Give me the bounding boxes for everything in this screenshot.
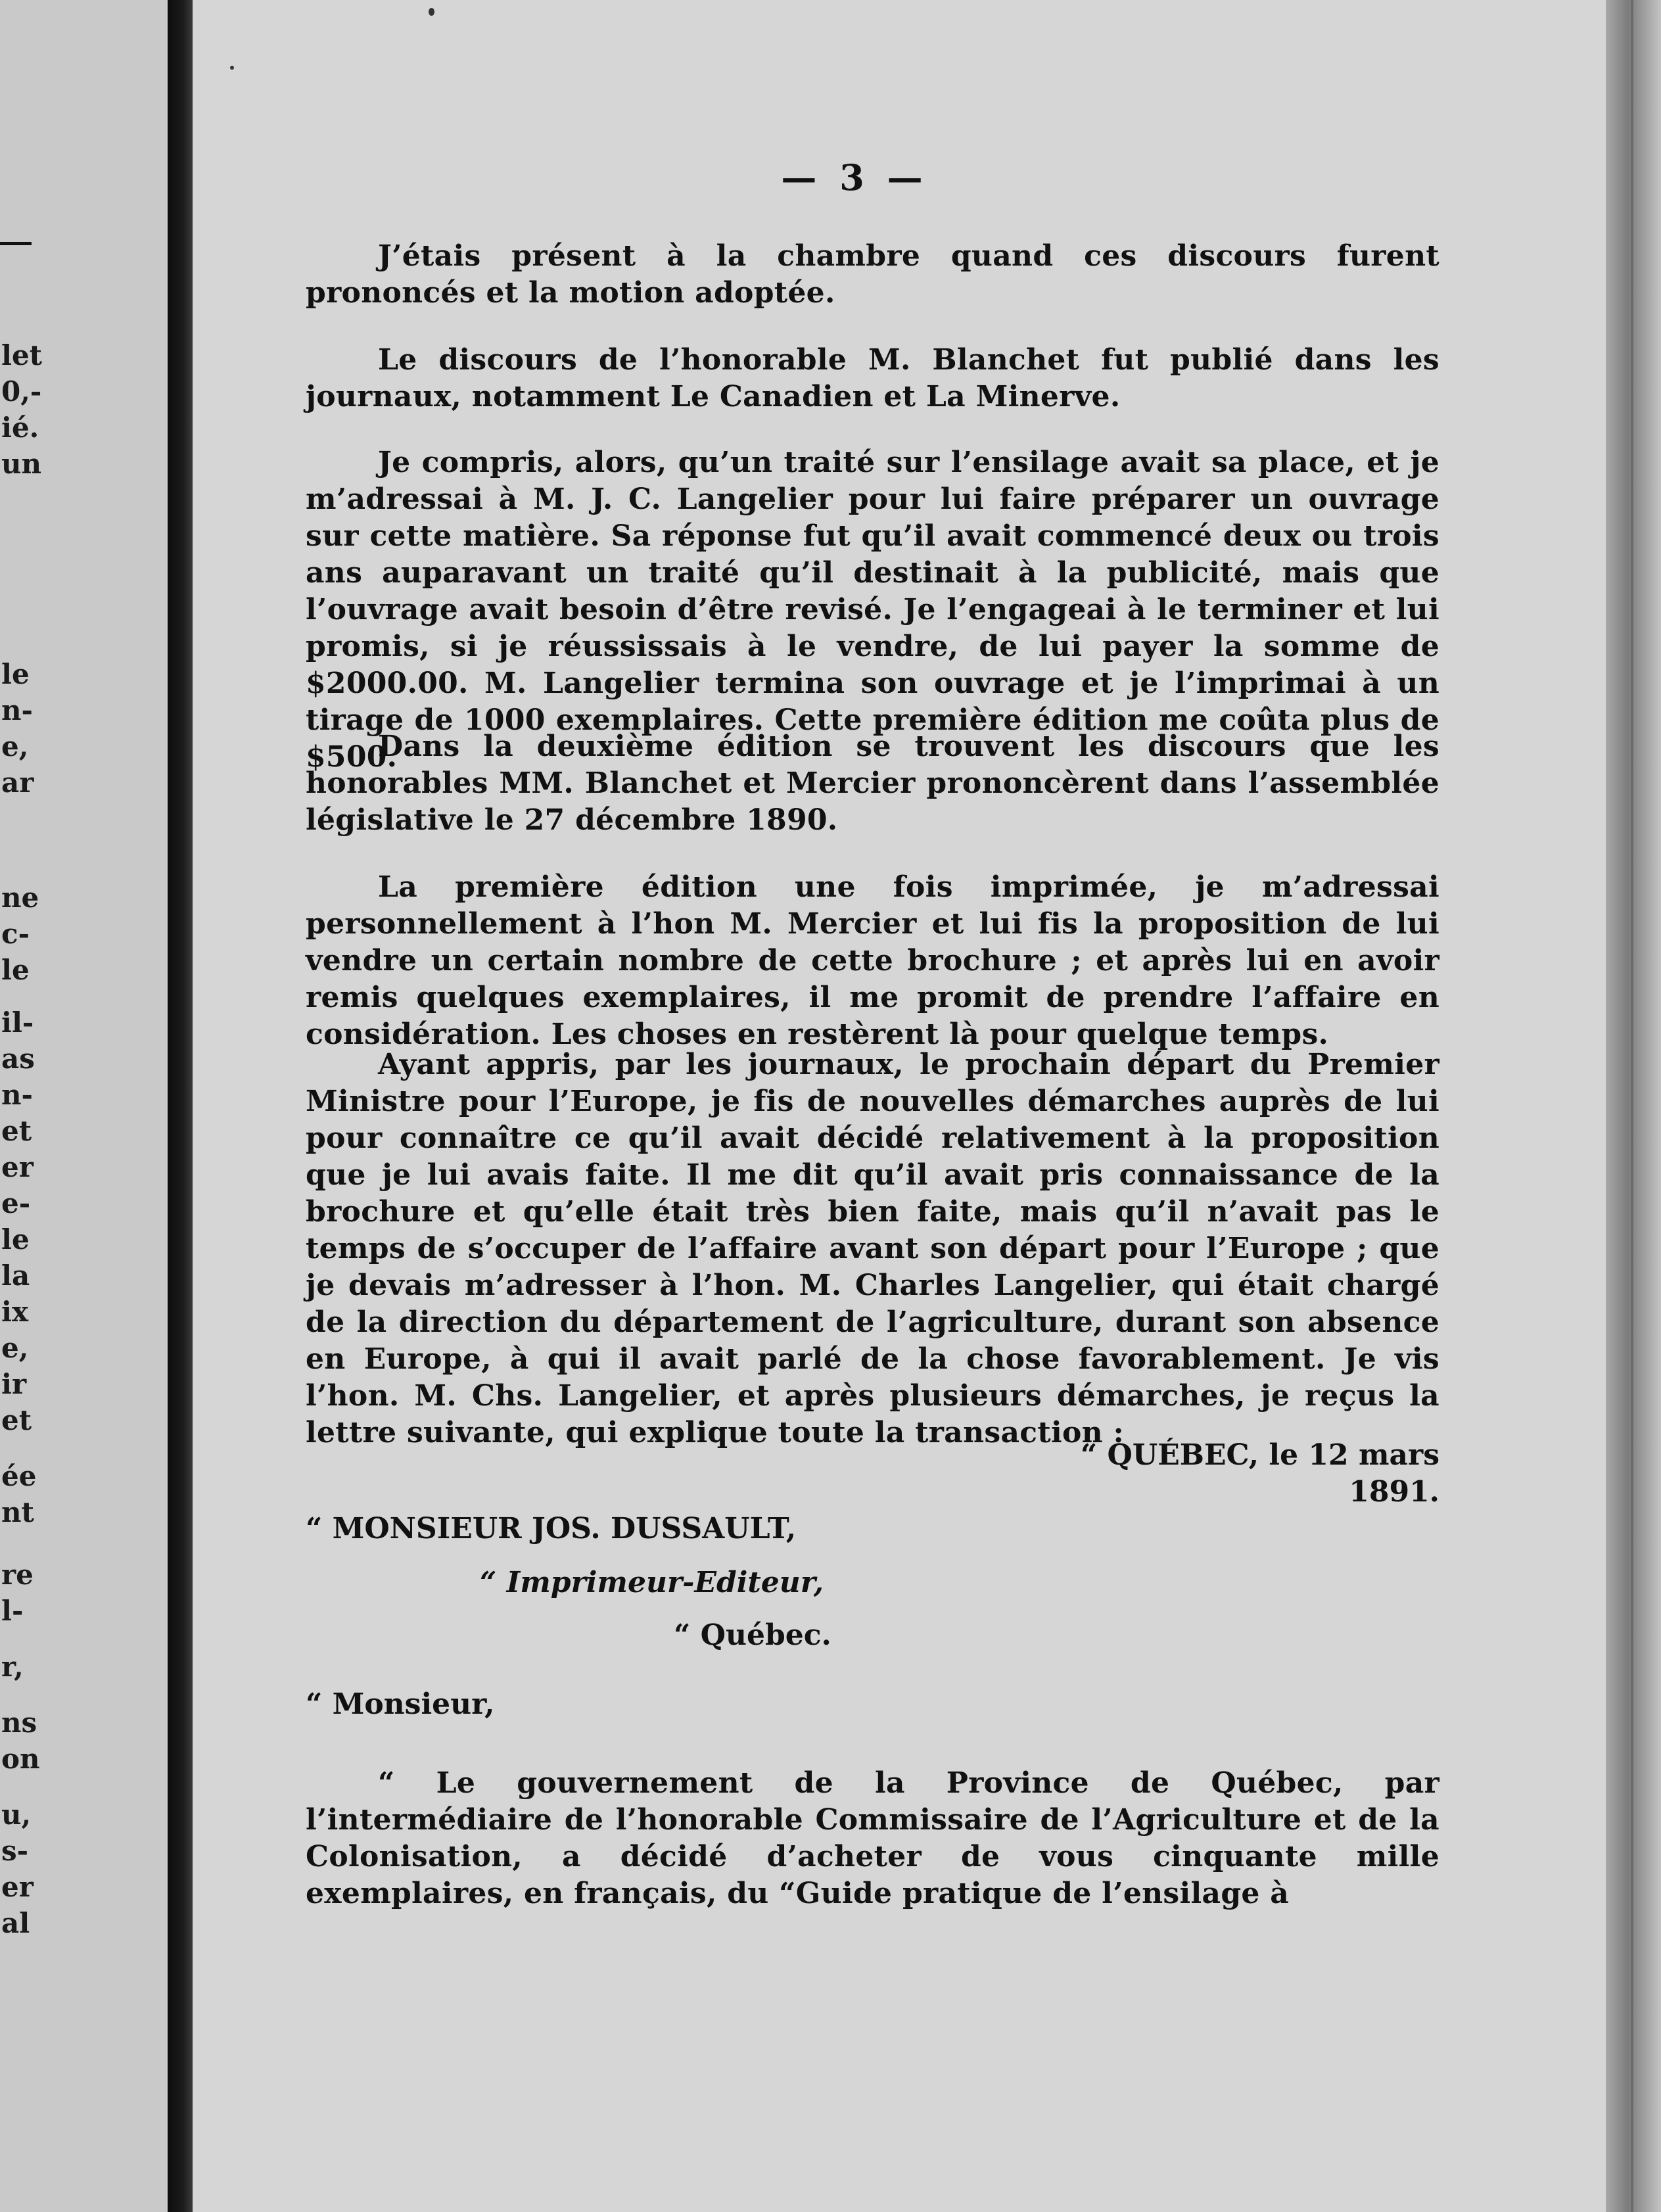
adjacent-page-fragment: l- (1, 1595, 24, 1627)
adjacent-page-fragment: n- (1, 694, 33, 726)
binding-gutter (168, 0, 193, 2212)
adjacent-page-fragment: e- (1, 1187, 31, 1219)
adjacent-page-fragment: ar (1, 766, 34, 799)
page-edge (1606, 0, 1661, 2212)
adjacent-page-rule (0, 242, 32, 245)
paragraph-3: Je compris, alors, qu’un traité sur l’ensilage avait sa place, et je m’adressai à M. J. C. Langelier pour lui faire préparer un ouvrage sur cette matière. Sa réponse fut qu’il avait commencé deux ou trois ans auparavant un traité qu’il destinait à la publicité, mais que l’ouvrage avait besoin d’être revisé. Je l’engageai à le terminer et lui promis, si je réussissais à le vendre, de lui payer la somme de $2000.00. M. Langelier termina son ouvrage et je l’imprimai à un tirage de 1000 exemplaires. Cette première édition me coûta plus de $500. (306, 446, 1439, 774)
adjacent-page-fragment: 0,- (1, 375, 42, 408)
adjacent-page-fragment: s- (1, 1835, 29, 1867)
paragraph-2: Le discours de l’honorable M. Blanchet fut publié dans les journaux, notamment Le Canadien et La Minerve. (306, 343, 1439, 413)
adjacent-page-fragment: e, (1, 1332, 29, 1364)
page-edge-line (1631, 0, 1633, 2212)
adjacent-page-fragment: n- (1, 1079, 33, 1111)
paragraph-5: La première édition une fois imprimée, je m’adressai personnellement à l’hon M. Mercier et lui fis la proposition de lui vendre un certain nombre de cette brochure ; et après lui en avoir remis quelques exemplaires, il me promit de prendre l’affaire en considération. Les choses en restèrent là pour quelque temps. (306, 870, 1439, 1051)
adjacent-page-fragment: ns (1, 1706, 37, 1739)
adjacent-page-fragment: et (1, 1115, 32, 1147)
adjacent-page-fragment: un (1, 448, 42, 480)
adjacent-page-fragment: ié. (1, 412, 39, 444)
letter-salutation: “ Monsieur, (306, 1687, 495, 1721)
letter-addressee-name: “ MONSIEUR JOS. DUSSAULT, (306, 1512, 797, 1545)
adjacent-page-strip (0, 0, 168, 2212)
adjacent-page-fragment: er (1, 1871, 34, 1903)
ink-speck (429, 8, 434, 16)
adjacent-page-fragment: al (1, 1907, 30, 1939)
adjacent-page-fragment: u, (1, 1799, 32, 1831)
adjacent-page-fragment: ne (1, 882, 39, 914)
adjacent-page-fragment: le (1, 1223, 30, 1256)
adjacent-page-fragment: e, (1, 730, 29, 763)
letter-addressee-city: “ Québec. (674, 1618, 831, 1652)
adjacent-page-fragment: ix (1, 1296, 28, 1328)
letter-body-paragraph: “ Le gouvernement de la Province de Québec, par l’intermédiaire de l’honorable Commissaire de l’Agriculture et de la Colonisation, a décidé d’acheter de vous cinquante mille exemplaires, en français, du “Guide pratique de l’ensilage à (306, 1766, 1439, 1910)
adjacent-page-fragment: c- (1, 918, 30, 950)
adjacent-page-fragment: le (1, 658, 30, 690)
adjacent-page-fragment: re (1, 1559, 34, 1591)
adjacent-page-fragment: r, (1, 1651, 24, 1683)
ink-speck (230, 66, 234, 70)
adjacent-page-fragment: le (1, 954, 30, 986)
letter-date: “ QUÉBEC, le 12 mars 1891. (1080, 1438, 1439, 1509)
adjacent-page-fragment: la (1, 1259, 30, 1292)
paragraph-6: Ayant appris, par les journaux, le prochain départ du Premier Ministre pour l’Europe, je fis de nouvelles démarches auprès de lui pour connaître ce qu’il avait décidé relativement à la proposition que je lui avais faite. Il me dit qu’il avait pris connaissance de la brochure et qu’elle était très bien faite, mais qu’il n’avait pas le temps de s’occuper de l’affaire avant son départ pour l’Europe ; que je devais m’adresser à l’hon. M. Charles Langelier, qui était chargé de la direction du département de l’agriculture, durant son absence en Europe, à qui il avait parlé de la chose favorablement. Je vis l’hon. M. Chs. Langelier, et après plusieurs démarches, je reçus la lettre suivante, qui explique toute la transaction : (306, 1048, 1439, 1449)
paragraph-4: Dans la deuxième édition se trouvent les discours que les honorables MM. Blanchet et Mercier prononcèrent dans l’assemblée législative le 27 décembre 1890. (306, 730, 1439, 837)
adjacent-page-fragment: er (1, 1151, 34, 1183)
adjacent-page-fragment: on (1, 1743, 40, 1775)
adjacent-page-fragment: ée (1, 1460, 37, 1492)
paragraph-1: J’étais présent à la chambre quand ces discours furent prononcés et la motion adoptée. (306, 239, 1439, 310)
adjacent-page-fragment: il- (1, 1006, 34, 1039)
page-number: — 3 — (781, 156, 928, 199)
adjacent-page-fragment: as (1, 1043, 35, 1075)
adjacent-page-fragment: ir (1, 1368, 27, 1400)
adjacent-page-fragment: et (1, 1404, 32, 1436)
adjacent-page-fragment: nt (1, 1496, 34, 1528)
adjacent-page-fragment: let (1, 339, 43, 371)
letter-addressee-title: “ Imprimeur-Editeur, (480, 1566, 824, 1599)
